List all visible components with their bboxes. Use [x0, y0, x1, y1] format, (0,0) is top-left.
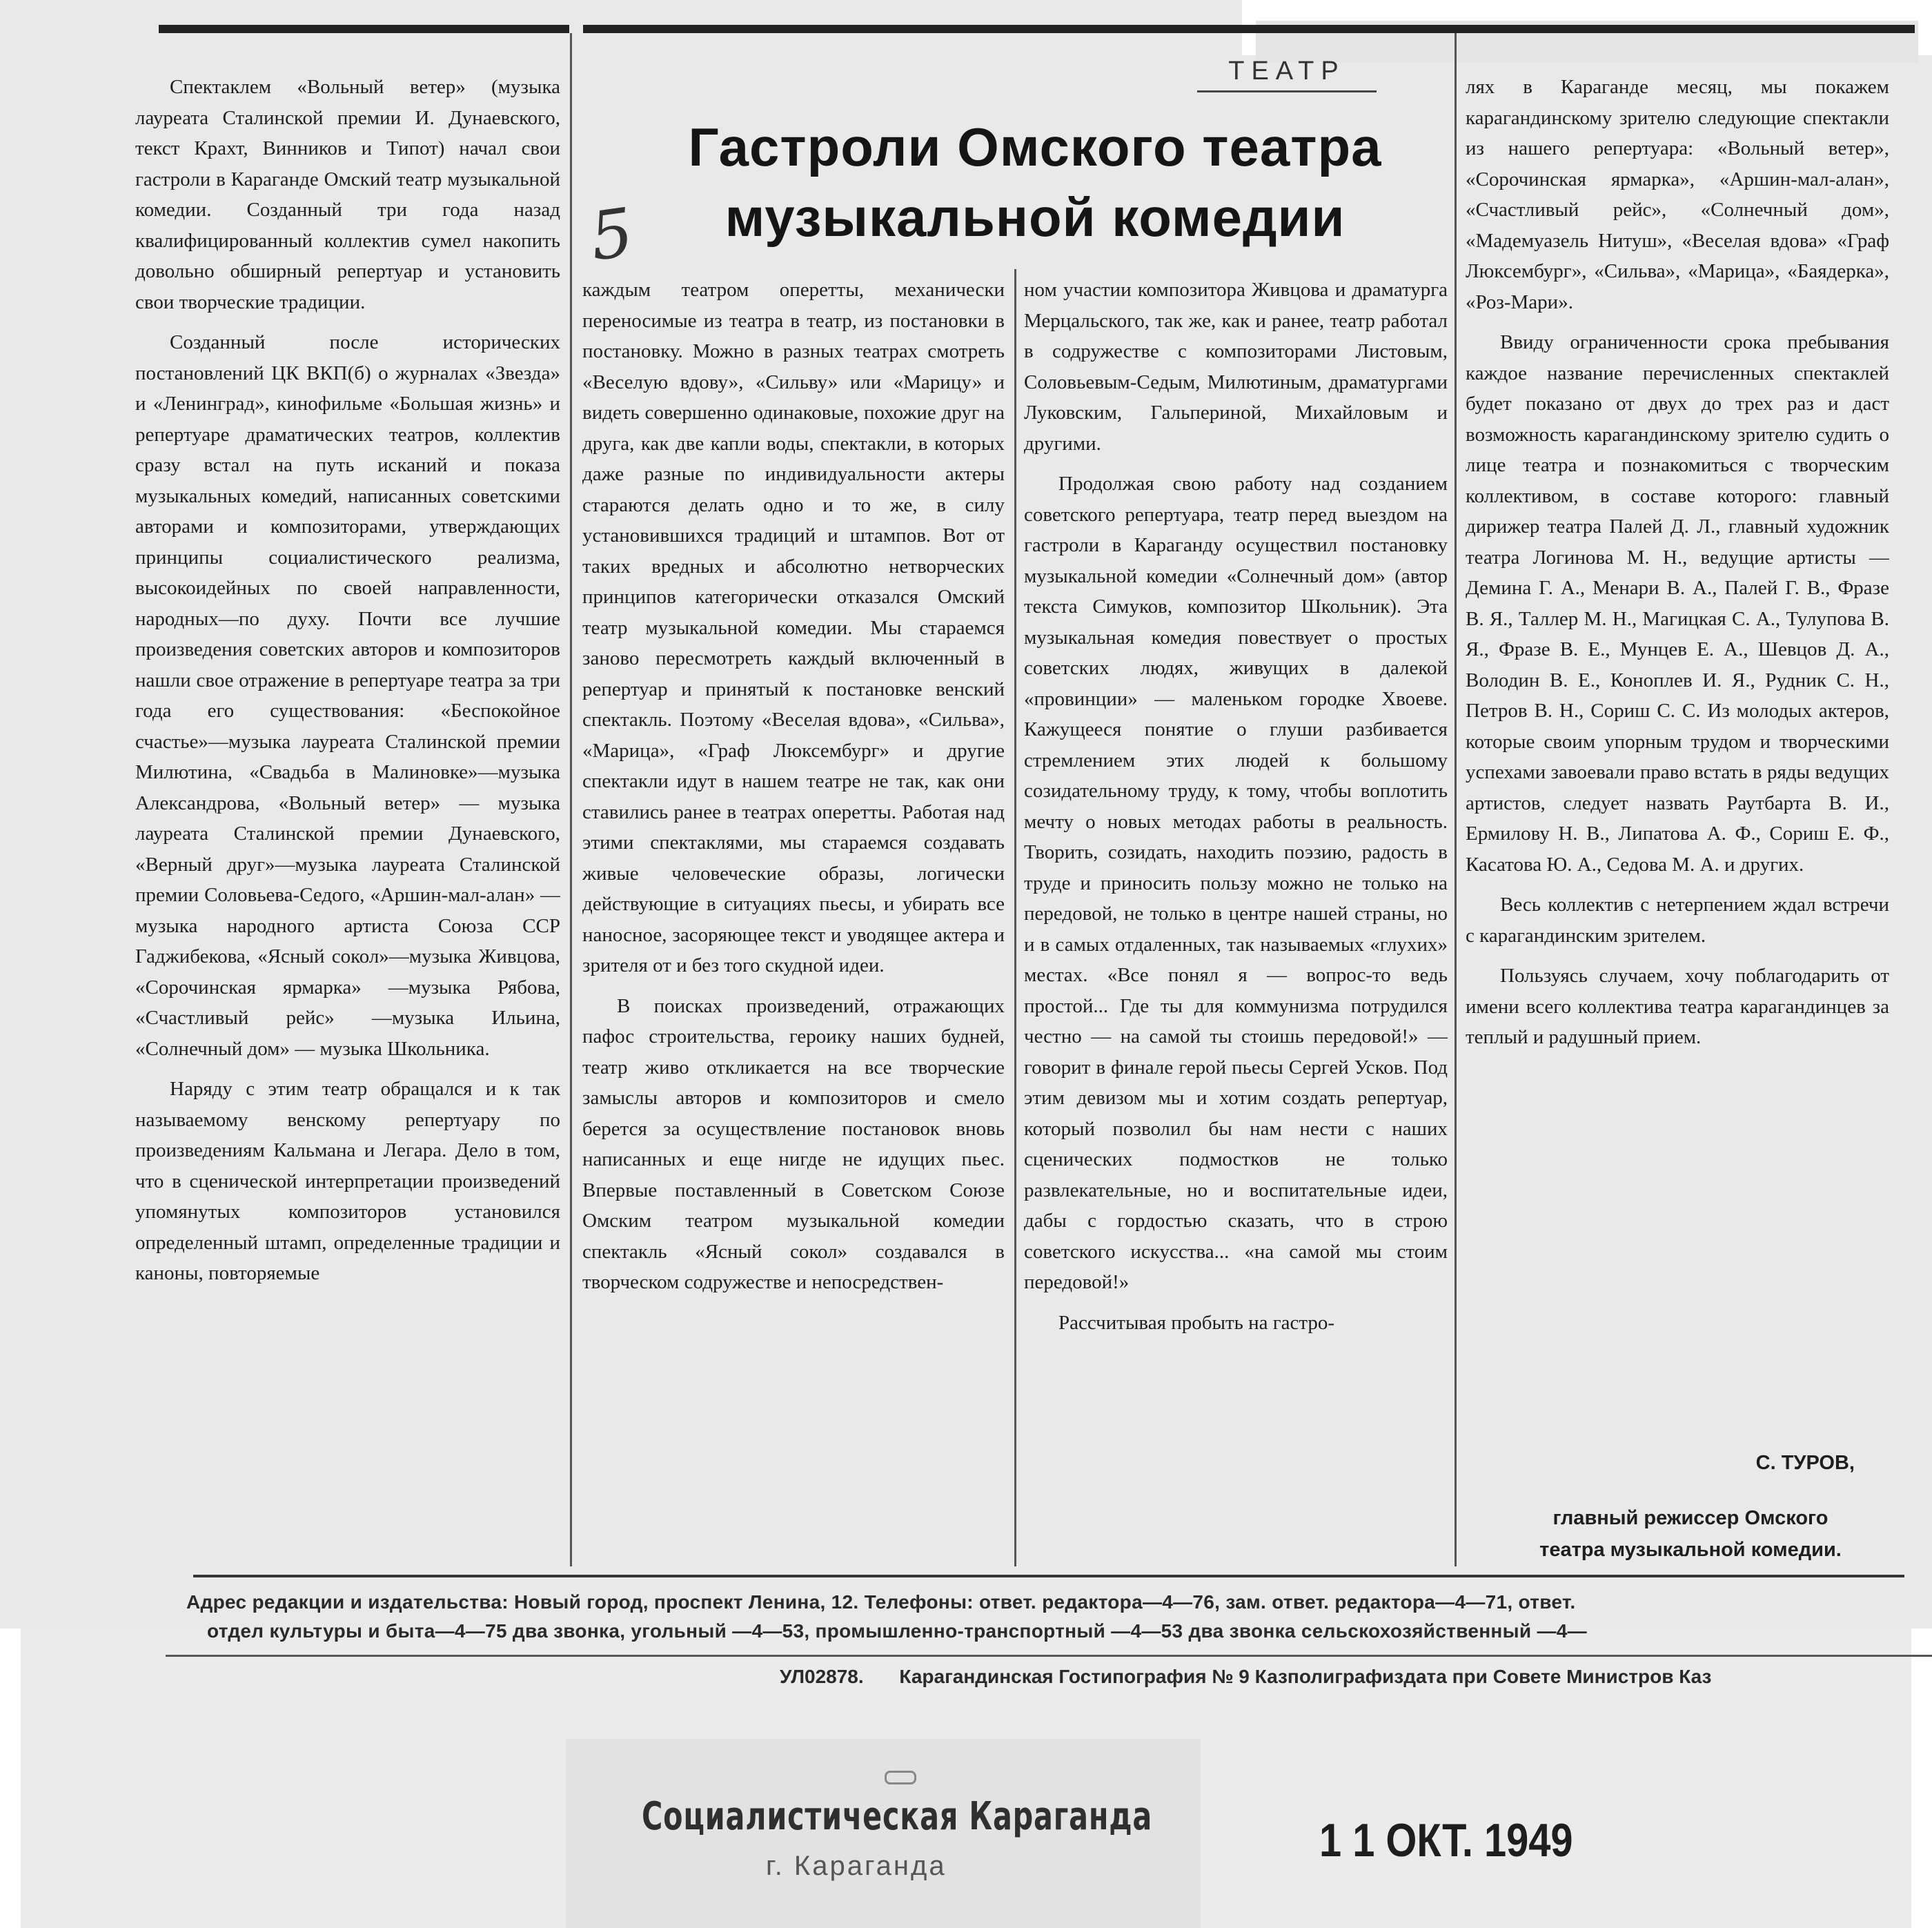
headline-line-1: Гастроли Омского театра [688, 117, 1382, 177]
author-name: С. ТУРОВ, [1755, 1452, 1855, 1474]
press-line [780, 1666, 1932, 1688]
top-rule-right [583, 25, 1915, 33]
paragraph: Созданный после исторических постановлений ЦК ВКП(б) о журналах «Звезда» и «Ленинград», кинофильме «Большая жизнь» и репертуаре драматических театров, коллектив сразу встал на путь исканий и показа музыкальных комедий, написанных советскими авторами и композиторами, утверждающих принципы социалистического реализма, высокоидейных по своей направленности, народных—по духу. Почти все лучшие произведения советских авторов и композиторов нашли свое отражение в репертуаре театра за три года его существования: «Беспокойное счастье»—музыка лауреата Сталинской премии Милютина, «Свадьба в Малиновке»—музыка Александрова, «Вольный ветер» — музыка лауреата Сталинской премии Дунаевского, «Верный друг»—музыка лауреата Сталинской премии Соловьева-Седого, «Аршин-мал-алан» — музыка народного артиста Союза ССР Гаджибекова, «Ясный сокол»—музыка Живцова, «Сорочинская ярмарка» —музыка Рябова, «Счастливый рейс» —музыка Ильина, «Солнечный дом» — музыка Школьника. [135, 331, 560, 1060]
top-rule-left [159, 25, 569, 33]
printer-name: Карагандинская Гостипография № 9 Казполиграфиздата при Совете Министров Каз [899, 1666, 1712, 1687]
footer-rule [166, 1655, 1932, 1657]
article-column-1 [135, 72, 560, 1573]
article-column-3 [1024, 275, 1448, 1573]
author-signature [1483, 1452, 1856, 1566]
paragraph: В поисках произведений, отражающих пафос строительства, героику наших будней, театр живо откликается на все творческие замыслы авторов и композиторов и смело берется за осуществление постановок вновь написанных и еще нигде не идущих пьес. Впервые поставленный в Советском Союзе Омским театром музыкальной комедии спектакль «Ясный сокол» создавался в творческом содружестве и непосредствен- [582, 994, 1005, 1293]
paragraph: лях в Караганде месяц, мы покажем карагандинскому зрителю следующие спектакли из нашего репертуара: «Вольный ветер», «Сорочинская ярмарка», «Аршин-мал-алан», «Счастливый рейс», «Солнечный дом», «Мадемуазель Нитуш», «Веселая вдова» «Граф Люксембург», «Сильва», «Марица», «Баядерка», «Роз-Мари». [1466, 76, 1889, 313]
paragraph: ном участии композитора Живцова и драматурга Мерцальского, так же, как и ранее, театр работал в содружестве с композиторами Листовым, Соловьевым-Седым, Милютиным, драматургами Луковским, Гальпериной, Михайловым и другими. [1024, 279, 1448, 455]
imprint-phones: отдел культуры и быта—4—75 два звонка, угольный —4—53, промышленно-транспортный —4—53 два звонка сельскохозяйственный —4— [207, 1620, 1587, 1642]
paragraph: Весь коллектив с нетерпением ждал встречи с карагандинским зрителем. [1466, 894, 1889, 947]
paragraph: каждым театром оперетты, механически переносимые из театра в театр, из постановки в постановку. Можно в разных театрах смотреть «Веселую вдову», «Сильву» или «Марицу» и видеть совершенно одинаковые, похожие друг на друга, как две капли воды, спектакли, в которых даже разные по индивидуальности актеры стараются делать одно и то же, в силу установившихся традиций и штампов. Вот от таких вредных и абсолютно нетворческих принципов категорически отказался Омский театр музыкальной комедии. Мы стараемся заново пересмотреть каждый включенный в репертуар и принятый к постановке венский спектакль. Поэтому «Веселая вдова», «Сильва», «Марица», «Граф Люксембург» и другие спектакли идут в нашем театре не так, как они ставились ранее в театрах оперетты. Работая над этими спектаклями, мы стараемся создавать живые человеческие образы, логически действующие в ситуациях пьесы, и убирать все наносное, засоряющее текст и уводящее актера и зрителя от и без того скудной идеи. [582, 279, 1005, 976]
paragraph: Пользуясь случаем, хочу поблагодарить от имени всего коллектива театра карагандинцев за теплый и радушный прием. [1466, 965, 1889, 1048]
article-column-2 [582, 275, 1005, 1573]
imprint-address: Адрес редакции и издательства: Новый город, проспект Ленина, 12. Телефоны: ответ. редактора—4—76, зам. ответ. редактора—4—71, ответ. [186, 1591, 1576, 1613]
headline-line-2: музыкальной комедии [724, 187, 1346, 248]
column-divider [1014, 269, 1016, 1566]
article-headline [593, 112, 1477, 253]
stamp-newspaper-name: Социалистическая Караганда [642, 1794, 1153, 1839]
paragraph: Наряду с этим театр обращался и к так называемому венскому репертуару по произведениям Кальмана и Легара. Дело в том, что в сценической интерпретации произведений упомянутых композиторов установился определенный штамп, определенные традиции и каноны, повторяемые [135, 1078, 560, 1284]
stamp-date: 1 1 ОКТ. 1949 [1319, 1814, 1573, 1867]
paragraph: Спектаклем «Вольный ветер» (музыка лауреата Сталинской премии И. Дунаевского, текст Крахт, Винников и Типот) начал свои гастроли в Караганде Омский театр музыкальной комедии. Созданный три года назад квалифицированный коллектив сумел накопить довольно обширный репертуар и установить свои творческие традиции. [135, 76, 560, 313]
column-divider [570, 33, 572, 1566]
column-divider [1455, 33, 1457, 1566]
author-position: главный режиссер Омского театра музыкальной комедии. [1539, 1507, 1842, 1561]
staple-mark [885, 1771, 916, 1784]
paragraph: Ввиду ограниченности срока пребывания каждое название перечисленных спектаклей будет показано от двух до трех раз и даст возможность карагандинскому зрителю судить о лице театра и познакомиться с творческим коллективом, в составе которого: главный дирижер театра Палей Д. Л., главный художник театра Логинова М. Н., ведущие артисты — Демина Г. А., Менари В. А., Палей Г. В., Фразе В. Я., Таллер М. Н., Магицкая С. А., Тулупова В. Я., Фразе В. Е., Мунцев Е. А., Шевцов Д. А., Володин В. Е., Коноплев И. Я., Рудник С. Н., Петров В. Н., Сориш С. С. Из молодых актеров, которые своим упорным трудом и творческими успехами завоевали право встать в ряды ведущих артистов, следует назвать Раутбарта В. И., Ермилову Н. В., Липатова А. Ф., Сориш Е. Ф., Касатова Ю. А., Седова М. А. и других. [1466, 331, 1889, 876]
handwritten-mark: 5 [585, 193, 638, 276]
footer-rule [193, 1575, 1904, 1577]
article-column-4 [1466, 72, 1889, 1438]
paragraph: Продолжая свою работу над созданием советского репертуара, театр перед выездом на гастроли в Караганду осуществил постановку музыкальной комедии «Солнечный дом» (автор текста Симуков, композитор Школьник). Эта музыкальная комедия повествует о простых советских людях, живущих в далекой «провинции» — маленьком городке Хвоеве. Кажущееся понятие о глуши разбивается стремлением этих людей к большому созидательному труду, к тому, чтобы воплотить мечту о новых методах работы в реальность. Творить, созидать, находить поэзию, радость в труде и приносить пользу можно не только на передовой, не только в центре нашей страны, но и в самых отдаленных, так называемых «глухих» местах. «Все понял я — вопрос-то ведь простой... Где ты для коммунизма потрудился честно — на самой ты стоишь передовой!» — говорит в финале герой пьесы Сергей Усков. Под этим девизом мы и хотим создать репертуар, который позволил бы нам нести с наших сценических подмостков не только развлекательные, но и воспитательные идеи, дабы с гордостью сказать, что в строю советского искусства... «на самой мы стоим передовой!» [1024, 473, 1448, 1293]
paragraph: Рассчитывая пробыть на гастро- [1058, 1311, 1335, 1334]
stamp-city: г. Караганда [766, 1851, 947, 1881]
order-code: УЛ02878. [780, 1666, 864, 1687]
section-rubric: ТЕАТР [1197, 57, 1377, 92]
